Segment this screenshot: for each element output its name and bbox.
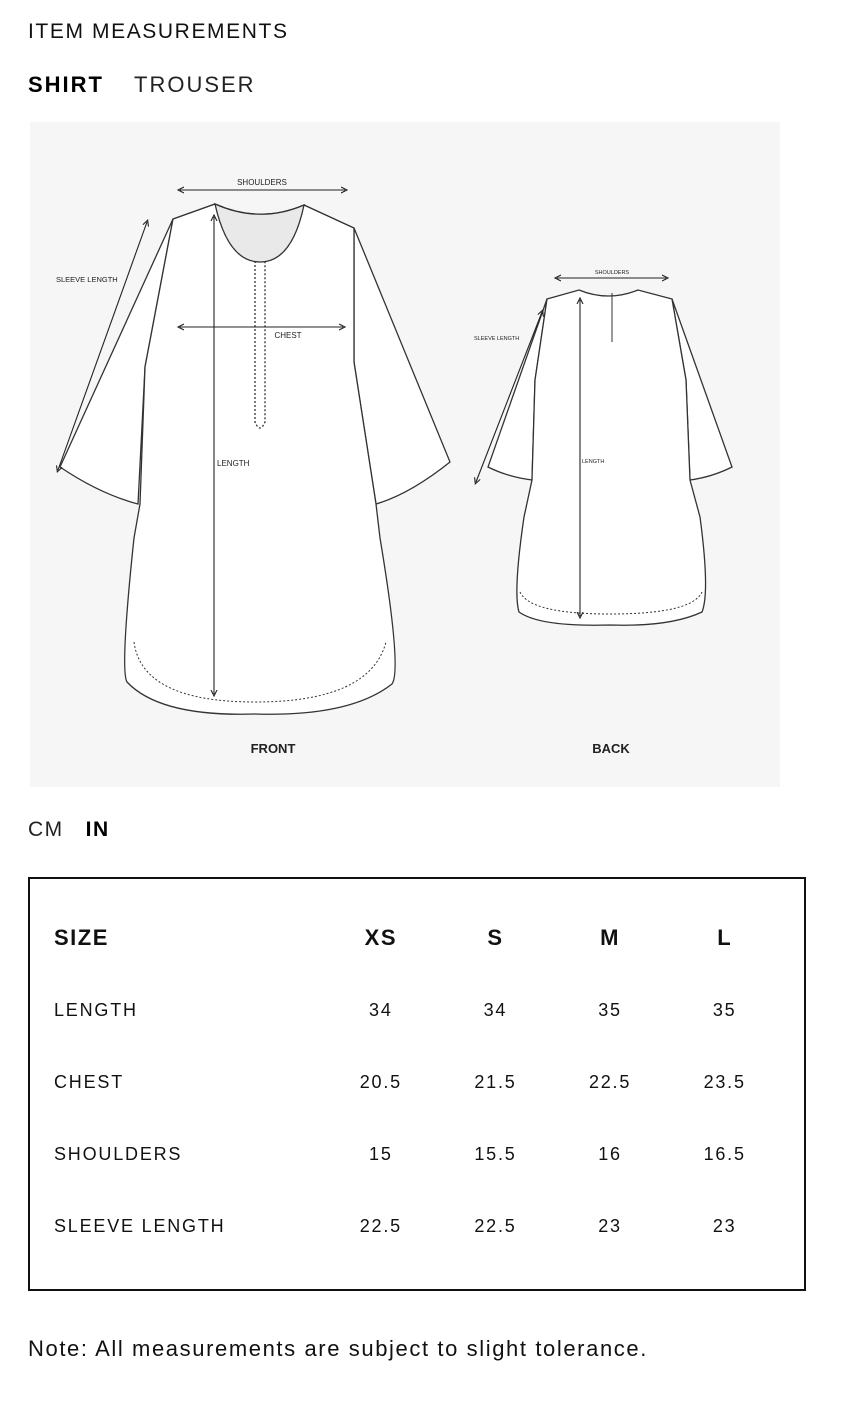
table-row [54,974,782,1046]
row-label: SLEEVE LENGTH [54,1215,226,1236]
cell-value: 22.5 [474,1215,517,1236]
cell-value: 35 [598,999,622,1020]
cell-value: 23.5 [703,1071,746,1092]
cell-value: 34 [483,999,508,1020]
unit-toggle [28,818,110,842]
unit-in[interactable]: IN [85,818,110,841]
cell-value: 15 [369,1143,393,1164]
size-xs-header: XS [364,925,398,950]
table-row [54,1118,782,1190]
row-label: LENGTH [54,999,138,1020]
cell-value: 15.5 [474,1143,517,1164]
cell-value: 16.5 [703,1143,746,1164]
front-shoulders-label: SHOULDERS [237,178,287,187]
table-row [54,1046,782,1118]
cell-value: 34 [369,999,393,1020]
front-garment [60,204,450,714]
tolerance-note: Note: All measurements are subject to slight tolerance. [28,1336,648,1361]
row-label: SHOULDERS [54,1143,183,1164]
unit-cm[interactable]: CM [28,818,64,841]
cell-value: 22.5 [359,1215,402,1236]
size-table [54,902,782,1262]
page-title: ITEM MEASUREMENTS [28,20,289,43]
size-chart [28,877,806,1291]
cell-value: 23 [712,1215,737,1236]
size-l-header: L [717,925,733,950]
back-garment [488,290,732,625]
front-length-label: LENGTH [217,459,250,468]
tab-trouser[interactable]: TROUSER [134,72,256,97]
cell-value: 22.5 [588,1071,632,1092]
cell-value: 35 [712,999,737,1020]
front-chest-label: CHEST [274,331,302,340]
back-sleeve-label: SLEEVE LENGTH [474,336,520,342]
measurement-diagram [30,122,780,787]
table-header-row [54,902,782,974]
cell-value: 21.5 [474,1071,517,1092]
size-s-header: S [487,925,504,950]
cell-value: 16 [598,1143,622,1164]
back-caption: BACK [592,741,630,756]
size-header: SIZE [54,925,109,950]
tab-shirt[interactable]: SHIRT [28,72,104,97]
back-shoulders-label: SHOULDERS [594,270,630,276]
front-sleeve-label: SLEEVE LENGTH [56,275,118,284]
garment-tabs [28,72,256,98]
front-caption: FRONT [250,741,296,756]
cell-value: 23 [598,1215,622,1236]
cell-value: 20.5 [359,1071,402,1092]
row-label: CHEST [54,1071,125,1092]
shirt-sketch [30,122,780,787]
back-length-label: LENGTH [582,459,605,465]
table-row [54,1190,782,1262]
size-m-header: M [600,925,620,950]
